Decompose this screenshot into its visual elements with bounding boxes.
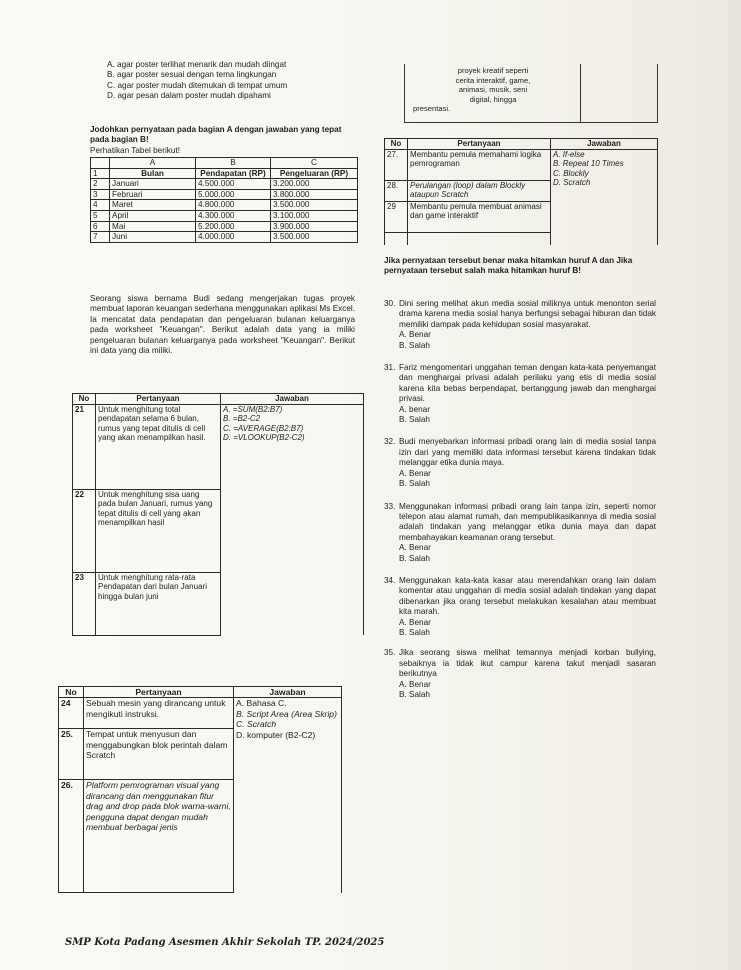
match-table-2 — [58, 686, 342, 893]
row-no: 23 — [73, 572, 96, 635]
finance-row — [91, 179, 358, 190]
truefalse-questions — [384, 299, 656, 700]
corner-cell — [91, 158, 110, 169]
option-salah[interactable]: B. Salah — [399, 690, 430, 699]
page-edge — [728, 0, 741, 970]
top-answer-box — [404, 64, 658, 123]
row-no: 22 — [73, 489, 96, 572]
answer-list — [221, 404, 364, 635]
table-cell: 3.500.000 — [271, 232, 358, 243]
finance-row — [91, 200, 358, 211]
table-cell: 5.000.000 — [196, 189, 271, 200]
option-benar[interactable]: A. benar — [399, 404, 430, 414]
table-cell: Januari — [110, 179, 196, 190]
context-paragraph: Seorang siswa bernama Budi sedang mengerjakan tugas proyek membuat laporan keuangan sederhana menggunakan aplikasi Ms Excel. Ia mencatat data pendapatan dan pengeluaran bulanan keluarganya pada worksheet "Keuangan". Berikut adalah data yang ia miliki pengeluaran bulanan keluarganya pada worksheet "Keuangan". Berikut ini data yang dia miliki. — [90, 294, 355, 356]
table-cell: 4.500.000 — [196, 179, 271, 190]
row-number: 6 — [91, 221, 110, 232]
table-cell: Maret — [110, 200, 196, 211]
option-benar[interactable]: A. Benar — [399, 330, 431, 340]
header-question: Pertanyaan — [84, 687, 234, 698]
table-cell: 3.800.000 — [271, 189, 358, 200]
question-number: 30. — [384, 299, 396, 308]
table-cell: 3.100.000 — [271, 210, 358, 221]
row-no: 28. — [385, 180, 408, 201]
row-question: Platform pemrograman visual yang dirancang dan menggunakan fitur drag and drop pada blok warna-warni, pengguna dapat dengan mudah membuat berbagai jenis — [84, 780, 234, 893]
answer-a: A. If-else — [553, 149, 585, 159]
row-number: 1 — [91, 168, 110, 179]
table-cell: April — [110, 210, 196, 221]
answer-b: B. =B2-C2 — [223, 414, 261, 424]
top-options — [107, 60, 352, 102]
question-number: 31. — [384, 363, 396, 373]
answer-b: B. Repeat 10 Times — [553, 159, 624, 169]
col-letter: A — [110, 158, 196, 169]
answer-d: D. komputer (B2-C2) — [236, 729, 316, 740]
answer-d: D. Scratch — [553, 178, 591, 188]
row-question: Untuk menghitung total pendapatan selama 6 bulan, rumus yang tepat ditulis di cell yang akan menampilkan hasil. — [96, 404, 221, 489]
row-no: 27. — [385, 149, 408, 180]
answer-list — [234, 698, 342, 893]
table-cell: 4.300.000 — [196, 210, 271, 221]
header-question: Pertanyaan — [408, 139, 551, 150]
row-question: Membantu pemula membuat animasi dan game interaktif — [408, 201, 551, 232]
row-number: 2 — [91, 179, 110, 190]
header-answer: Jawaban — [234, 687, 342, 698]
row-question: Perulangan (loop) dalam Blockly ataupun Scratch — [408, 180, 551, 201]
answer-b: B. Script Area (Area Skrip) — [236, 708, 337, 719]
question-text: Budi menyebarkan informasi pribadi orang lain di media sosial tanpa izin dari yang memiliki data informasi tersebut karena tindakan tidak melanggar etika dunia maya. — [399, 437, 656, 468]
question-number: 32. — [384, 437, 396, 447]
option-a: A. agar poster terlihat menarik dan mudah diingat — [107, 60, 287, 69]
option-d: D. agar pesan dalam poster mudah dipahami — [107, 91, 271, 101]
option-salah[interactable]: B. Salah — [399, 415, 430, 425]
finance-table — [90, 157, 358, 243]
option-salah[interactable]: B. Salah — [399, 479, 430, 489]
header-cell: Pendapatan (RP) — [196, 168, 271, 179]
answer-a: A. =SUM(B2:B7) — [223, 404, 283, 414]
table-cell: 3.900.000 — [271, 221, 358, 232]
table-cell: 3.500.000 — [271, 200, 358, 211]
table-caption: Perhatikan Tabel berikut! — [90, 146, 180, 155]
col-letter: B — [196, 158, 271, 169]
question-item — [384, 363, 656, 425]
header-cell: Pengeluaran (RP) — [271, 168, 358, 179]
answer-c: C. Scratch — [236, 719, 277, 730]
option-benar[interactable]: A. Benar — [399, 679, 431, 689]
top-box-text — [413, 66, 573, 114]
row-number: 3 — [91, 189, 110, 200]
finance-row — [91, 210, 358, 221]
question-number: 33. — [384, 501, 396, 511]
question-text: Menggunakan informasi pribadi orang lain tanpa izin, seperti nomor telepon atau alamat rumah, dan mempublikasikannya di media sosial adalah tindakan yang melanggar etika dunia maya dan dapat membahayakan keamanan orang tersebut. — [399, 501, 656, 542]
option-c: C. agar poster mudah ditemukan di tempat umum — [107, 80, 288, 90]
header-no: No — [385, 139, 408, 150]
top-box-line: cerita interaktif, game, — [455, 75, 531, 85]
row-number: 4 — [91, 200, 110, 211]
option-salah[interactable]: B. Salah — [399, 553, 430, 563]
option-b: B. agar poster sesuai dengan tema lingkungan — [107, 70, 277, 80]
section-b-instruction: Jika pernyataan tersebut benar maka hitamkan huruf A dan Jika pernyataan tersebut salah maka hitamkan huruf B! — [384, 256, 633, 276]
row-no: 24 — [59, 698, 84, 729]
finance-row — [91, 221, 358, 232]
answer-c: C. =AVERAGE(B2:B7) — [223, 423, 304, 433]
question-text: Dini sering melihat akun media sosial miliknya untuk menonton serial drama karena media sosial hanya berfungsi sebagai hiburan dan tidak memiliki dampak pada kehidupan sosial masyarakat. — [399, 299, 656, 329]
table-cell: Mai — [110, 221, 196, 232]
option-salah[interactable]: B. Salah — [399, 340, 430, 350]
header-answer: Jawaban — [221, 394, 364, 405]
header-no: No — [59, 687, 84, 698]
question-number: 34. — [384, 575, 396, 585]
top-box-line: proyek kreatif seperti — [457, 66, 529, 75]
finance-row — [91, 232, 358, 243]
row-no: 29 — [385, 201, 408, 232]
row-no: 21 — [73, 404, 96, 489]
section-a-instruction: Jodohkan pernyataan pada bagian A dengan jawaban yang tepat pada bagian B! — [90, 125, 342, 145]
question-text: Menggunakan kata-kata kasar atau merendahkan orang lain dalam komentar atau unggahan di media sosial adalah tindakan yang dapat dibenarkan jika orang tersebut melakukan kesalahan atau membuat kita marah. — [399, 575, 656, 617]
row-no: 25. — [59, 729, 84, 780]
question-item — [384, 299, 656, 351]
top-box-line: presentasi. — [413, 104, 451, 113]
question-item — [384, 502, 656, 564]
match-table-3 — [384, 138, 658, 245]
row-question: Membantu pemula memahami logika pemrograman — [408, 149, 551, 180]
answer-c: C. Blockly — [553, 168, 589, 178]
row-number: 7 — [91, 232, 110, 243]
table-cell: Februari — [110, 189, 196, 200]
option-benar[interactable]: A. Benar — [399, 617, 431, 627]
option-benar[interactable]: A. Benar — [399, 468, 431, 478]
row-question: Tempat untuk menyusun dan menggabungkan blok perintah dalam Scratch — [84, 729, 234, 780]
answer-a: A. Bahasa C. — [236, 698, 287, 709]
table-cell: Juni — [110, 232, 196, 243]
finance-row — [91, 189, 358, 200]
question-number: 35. — [384, 648, 396, 658]
row-question: Sebuah mesin yang dirancang untuk mengikuti instruksi. — [84, 698, 234, 729]
option-benar[interactable]: A. Benar — [399, 543, 431, 553]
question-item — [384, 576, 656, 638]
header-question: Pertanyaan — [96, 394, 221, 405]
match-table-1 — [72, 393, 364, 636]
top-box-line: animasi, musik, seni — [458, 85, 528, 94]
table-cell: 4.800.000 — [196, 200, 271, 211]
table-cell: 5.200.000 — [196, 221, 271, 232]
answer-d: D. =VLOOKUP(B2-C2) — [223, 433, 305, 443]
option-salah[interactable]: B. Salah — [399, 627, 430, 637]
top-box-line: digital, hingga — [469, 94, 517, 104]
row-no: 26. — [59, 780, 84, 893]
table-cell: 4.000.000 — [196, 232, 271, 243]
answer-list — [551, 149, 658, 232]
question-text: Fariz mengomentari unggahan teman dengan kata-kata penyemangat dan menghargai privasi adalah perilaku yang etis di media sosial karena kita bebas berpendapat, bertanggung jawab dan menghargai privasi. — [399, 363, 656, 404]
table-cell: 3.200.000 — [271, 179, 358, 190]
question-text: Jika seorang siswa melihat temannya menjadi korban bullying, sebaiknya ia tidak ikut campur karena takut menjadi sasaran berikutnya — [399, 648, 656, 679]
row-question: Untuk menghitung sisa uang pada bulan Januari, rumus yang tepat ditulis di cell yang akan menampilkan hasil — [96, 489, 221, 572]
footer: SMP Kota Padang Asesmen Akhir Sekolah TP. 2024/2025 — [65, 937, 385, 948]
col-letter: C — [271, 158, 358, 169]
header-no: No — [73, 394, 96, 405]
header-answer: Jawaban — [551, 139, 658, 150]
row-number: 5 — [91, 210, 110, 221]
question-item — [384, 648, 656, 700]
row-question: Untuk menghitung rata-rata Pendapatan dari bulan Januari hingga bulan juni — [96, 572, 221, 635]
header-cell: Bulan — [110, 168, 196, 179]
question-item — [384, 437, 656, 489]
